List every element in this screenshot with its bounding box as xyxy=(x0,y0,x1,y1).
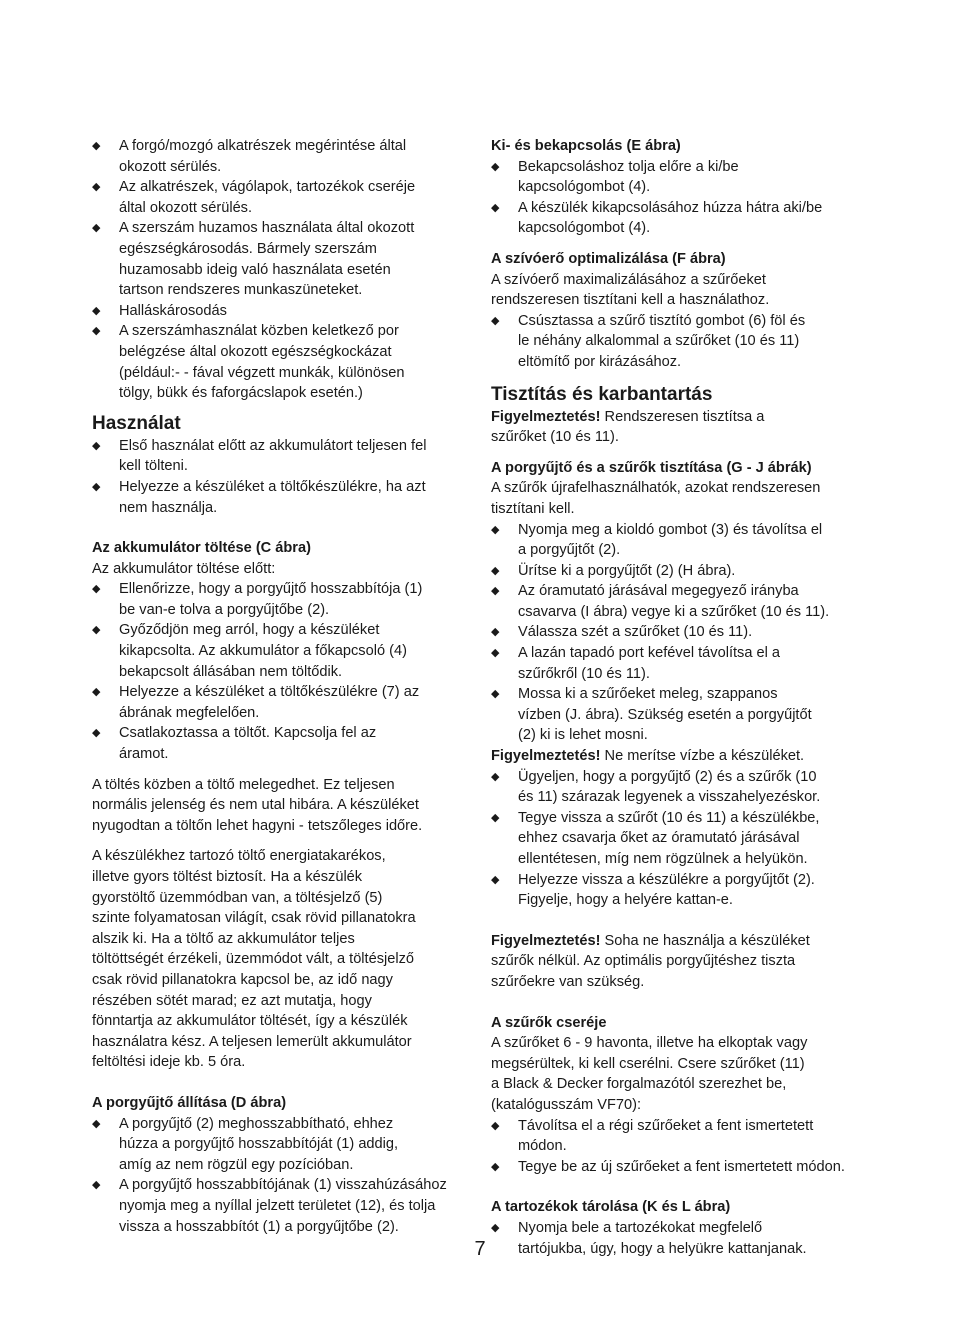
warning-line: Figyelmeztetés! Ne merítse vízbe a készüléket. xyxy=(491,748,805,765)
section-title-porgyujto: A porgyűjtő állítása (D ábra) xyxy=(92,1094,287,1111)
diamond-bullet-icon: ◆ xyxy=(491,564,500,577)
diamond-bullet-icon: ◆ xyxy=(92,583,101,596)
list-item: ◆ Nyomja bele a tartozékokat megfelelő tartójukba, úgy, hogy a helyükre kattanjanak. xyxy=(491,1219,807,1257)
list-item: ◆ Ügyeljen, hogy a porgyűjtő (2) és a szűrők (10 és 11) szárazak legyenek a visszahelyezéskor. xyxy=(491,768,821,806)
section-title-szivoero: A szívóerő optimalizálása (F ábra) xyxy=(491,250,726,267)
list-item: ◆ A szerszám huzamos használata által okozott egészségkárosodás. Bármely szerszám huzamosabb ideig való használata esetén tartson rendszeres munkaszüneteket. xyxy=(92,220,415,299)
list-item: ◆ Mossa ki a szűrőeket meleg, szappanos vízben (J. ábra). Szükség esetén a porgyűjtőt (2) ki is lehet mosni. xyxy=(491,686,812,744)
list-item: ◆ Helyezze a készüléket a töltőkészülékre, ha azt nem használja. xyxy=(92,478,426,516)
list-item: ◆ A lazán tapadó port kefével távolítsa el a szűrőkről (10 és 11). xyxy=(491,645,781,682)
paragraph-charging-heat: A töltés közben a töltő melegedhet. Ez teljesen normális jelenség és nem utal hibára. A készüléket nyugodtan a töltőn lehet hagyni - tetszőleges időre. xyxy=(92,776,423,834)
list-item: ◆ A forgó/mozgó alkatrészek megérintése által okozott sérülés. xyxy=(92,138,407,175)
diamond-bullet-icon: ◆ xyxy=(92,727,101,740)
list-item: ◆ A porgyűjtő (2) meghosszabbítható, ehhez húzza a porgyűjtő hosszabbítóját (1) addig, amíg az nem rögzül egy pozícióban. xyxy=(92,1115,399,1173)
diamond-bullet-icon: ◆ xyxy=(92,686,101,699)
section-title-hasznalat: Használat xyxy=(92,412,181,434)
list-item: ◆ Bekapcsoláshoz tolja előre a ki/be kapcsológombot (4). xyxy=(491,158,739,196)
diamond-bullet-icon: ◆ xyxy=(491,770,500,783)
list-item: ◆ Távolítsa el a régi szűrőeket a fent ismertetett módon. xyxy=(491,1117,814,1155)
list-item: ◆ Halláskárosodás xyxy=(92,301,477,322)
diamond-bullet-icon: ◆ xyxy=(491,688,500,701)
diamond-bullet-icon: ◆ xyxy=(92,222,101,235)
diamond-bullet-icon: ◆ xyxy=(92,140,101,152)
list-item: ◆ Tegye vissza a szűrőt (10 és 11) a készülékbe, ehhez csavarja őket az óramutató járásával ellentétesen, míg nem rögzülnek a helyükön. xyxy=(491,809,820,867)
diamond-bullet-icon: ◆ xyxy=(92,624,101,637)
left-column xyxy=(92,136,477,1237)
list-item: ◆ Csúsztassa a szűrő tisztító gombot (6) föl és le néhány alkalommal a szűrőket (10 és 11) eltömítő por kirázásához. xyxy=(491,312,806,370)
diamond-bullet-icon: ◆ xyxy=(491,585,500,598)
page-number: 7 xyxy=(474,1238,486,1260)
diamond-bullet-icon: ◆ xyxy=(491,1119,500,1132)
diamond-bullet-icon: ◆ xyxy=(491,1221,500,1234)
diamond-bullet-icon: ◆ xyxy=(491,523,500,536)
list-item: ◆ Helyezze vissza a készülékre a porgyűjtőt (2). Figyelje, hogy a helyére kattan-e. xyxy=(491,871,815,909)
diamond-bullet-icon: ◆ xyxy=(92,304,101,317)
list-item: ◆ Tegye be az új szűrőeket a fent ismertetett módon. xyxy=(491,1157,876,1178)
list-item: ◆ A porgyűjtő hosszabbítójának (1) visszahúzásához nyomja meg a nyíllal jelzett területet (12), és tolja vissza a hosszabbítót (1) a porgyűjtőbe (2). xyxy=(92,1177,447,1235)
list-item: ◆ Az óramutató járásával megegyező irányba csavarva (I ábra) vegye ki a szűrőket (10 és 11). xyxy=(491,583,830,620)
diamond-bullet-icon: ◆ xyxy=(491,647,500,660)
akkumulator-intro: Az akkumulátor töltése előtt: xyxy=(92,560,276,577)
list-item: ◆ Győződjön meg arról, hogy a készüléket kikapcsolta. Az akkumulátor a főkapcsoló (4) bekapcsolt állásában nem töltődik. xyxy=(92,622,407,680)
intro-bullet-list xyxy=(92,136,477,404)
list-item: ◆ Nyomja meg a kioldó gombot (3) és távolítsa el a porgyűjtőt (2). xyxy=(491,521,823,559)
list-item: ◆ Első használat előtt az akkumulátort teljesen fel kell tölteni. xyxy=(92,437,427,475)
section-title-tartozek: A tartozékok tárolása (K és L ábra) xyxy=(491,1199,731,1216)
diamond-bullet-icon: ◆ xyxy=(491,201,500,214)
warning-line: Figyelmeztetés! Soha ne használja a készüléket xyxy=(491,932,810,949)
list-item: ◆ A készülék kikapcsolásához húzza hátra aki/be kapcsológombot (4). xyxy=(491,199,823,237)
list-item: ◆ Válassza szét a szűrőket (10 és 11). xyxy=(491,622,876,643)
right-column: Ki- és bekapcsolás (E ábra) ◆ Bekapcsoláshoz tolja előre a ki/be kapcsológombot (4). ◆ A készülék kikapcsolásához húzza hátra aki/be kapcsológombot (4). A szívóerő optimalizálása (F ábra) A szívóerő maximalizálásához a szűrőeket rendszeresen tisztítani kell a használathoz. ◆ Csúsztassa a szűrő tisztító gombot (6) föl és le néhány alkalommal a szűrőket (10 és 11) eltömítő por kirázásához. Tisztítás és karbantartás Figyelmeztetés! Rendszeresen tisztítsa a szűrőket (10 és 11). A porgyűjtő és a szűrők tisztítása (G - J ábrák) A szűrők újrafelhasználhatók, azokat rendszeresen tisztítani kell. ◆ Nyomja meg a kioldó gombot (3) és távolítsa el a porgyűjtőt (2). ◆ Ürítse ki a porgyűjtőt (2) (H ábra). ◆ Az óramutató járásával megegyező irányba csavarva (I ábra) vegye ki a szűrőket (10 és 11). ◆ Válassza szét a szűrőket (10 és 11). ◆ A lazán tapadó port kefével távolítsa el a szűrőkről (10 és 11). ◆ Mossa ki a szűrőeket meleg, szappanos vízben (J. ábra). Szükség esetén a porgyűjtőt (2) ki is lehet mosni. Figyelmeztetés! Ne merítse vízbe a készüléket. ◆ Ügyeljen, hogy a porgyűjtő (2) és a szűrők (10 és 11) szárazak legyenek a visszahelyezéskor. ◆ Tegye vissza a szűrőt (10 és 11) a készülékbe, ehhez csavarja őket az óramutató járásával ellentétesen, míg nem rögzülnek a helyükön. ◆ Helyezze vissza a készülékre a porgyűjtőt (2). Figyelje, hogy a helyére kattan-e. Figyelmeztetés! Soha ne használja a készüléket szűrők nélkül. Az optimális porgyűjtéshez tiszta szűrőekre van szükség. A szűrők cseréje A szűrőket 6 - 9 havonta, illetve ha elkoptak vagy megsérültek, ki kell cserélni. Csere szűrőket (11) a Black & Decker forgalmazótól szerezhet be, (katalógusszám VF70): ◆ Távolítsa el a régi szűrőeket a fent ismertetett módon. ◆ Tegye be az új szűrőeket a fent ismertetett módon. A tartozékok tárolása (K és L ábra) ◆ Nyomja bele a tartozékokat megfelelő tartójukba, úgy, hogy a helyükre kattanjanak. xyxy=(491,136,876,1259)
diamond-bullet-icon: ◆ xyxy=(92,439,101,452)
list-item: ◆ Csatlakoztassa a töltőt. Kapcsolja fel az áramot. xyxy=(92,725,377,763)
diamond-bullet-icon: ◆ xyxy=(491,811,500,824)
diamond-bullet-icon: ◆ xyxy=(92,1179,101,1192)
diamond-bullet-icon: ◆ xyxy=(92,1117,101,1130)
paragraph-charger-modes: A készülékhez tartozó töltő energiatakarékos, illetve gyors töltést biztosít. Ha a készülék gyorstöltő üzemmódban van, a töltésjelző (5) szinte folyamatosan világít, csak rövid pillanatokra alszik ki. Ha a töltő az akkumulátor teljes töltöttségét érzékeli, üzemmódot vált, a töltésjelző csak rövid pillanatokra kapcsol be, az idő nagy részében sötét marad; ez azt mutatja, hogy fönntartja az akkumulátor töltését, így a készülék használatra kész. A teljesen lemerült akkumulátor feltöltési ideje kb. 5 óra. xyxy=(92,848,416,1071)
diamond-bullet-icon: ◆ xyxy=(491,626,500,639)
diamond-bullet-icon: ◆ xyxy=(491,1160,500,1173)
diamond-bullet-icon: ◆ xyxy=(491,160,500,173)
section-title-tisztitas: Tisztítás és karbantartás xyxy=(491,383,713,405)
list-item: ◆ Az alkatrészek, vágólapok, tartozékok cseréje által okozott sérülés. xyxy=(92,179,416,216)
diamond-bullet-icon: ◆ xyxy=(491,873,500,886)
diamond-bullet-icon: ◆ xyxy=(491,314,500,327)
diamond-bullet-icon: ◆ xyxy=(92,181,101,194)
diamond-bullet-icon: ◆ xyxy=(92,480,101,493)
section-title-gj: A porgyűjtő és a szűrők tisztítása (G - J ábrák) xyxy=(491,459,812,476)
section-title-kibe: Ki- és bekapcsolás (E ábra) xyxy=(491,138,681,154)
section-title-csere: A szűrők cseréje xyxy=(491,1014,607,1031)
diamond-bullet-icon: ◆ xyxy=(92,325,101,338)
list-item: ◆ Helyezze a készüléket a töltőkészülékre (7) az ábrának megfelelően. xyxy=(92,684,420,721)
list-item: ◆ Ürítse ki a porgyűjtőt (2) (H ábra). xyxy=(491,561,876,582)
section-title-akkumulator: Az akkumulátor töltése (C ábra) xyxy=(92,540,311,557)
list-item: ◆ A szerszámhasználat közben keletkező por belégzése által okozott egészségkockázat (például:- - fával végzett munkák, különösen tölgy, bükk és faforgácslapok esetén.) xyxy=(92,323,405,402)
warning-line: Figyelmeztetés! Rendszeresen tisztítsa a xyxy=(491,408,765,425)
list-item: ◆ Ellenőrizze, hogy a porgyűjtő hosszabbítója (1) be van-e tolva a porgyűjtőbe (2). xyxy=(92,581,423,618)
